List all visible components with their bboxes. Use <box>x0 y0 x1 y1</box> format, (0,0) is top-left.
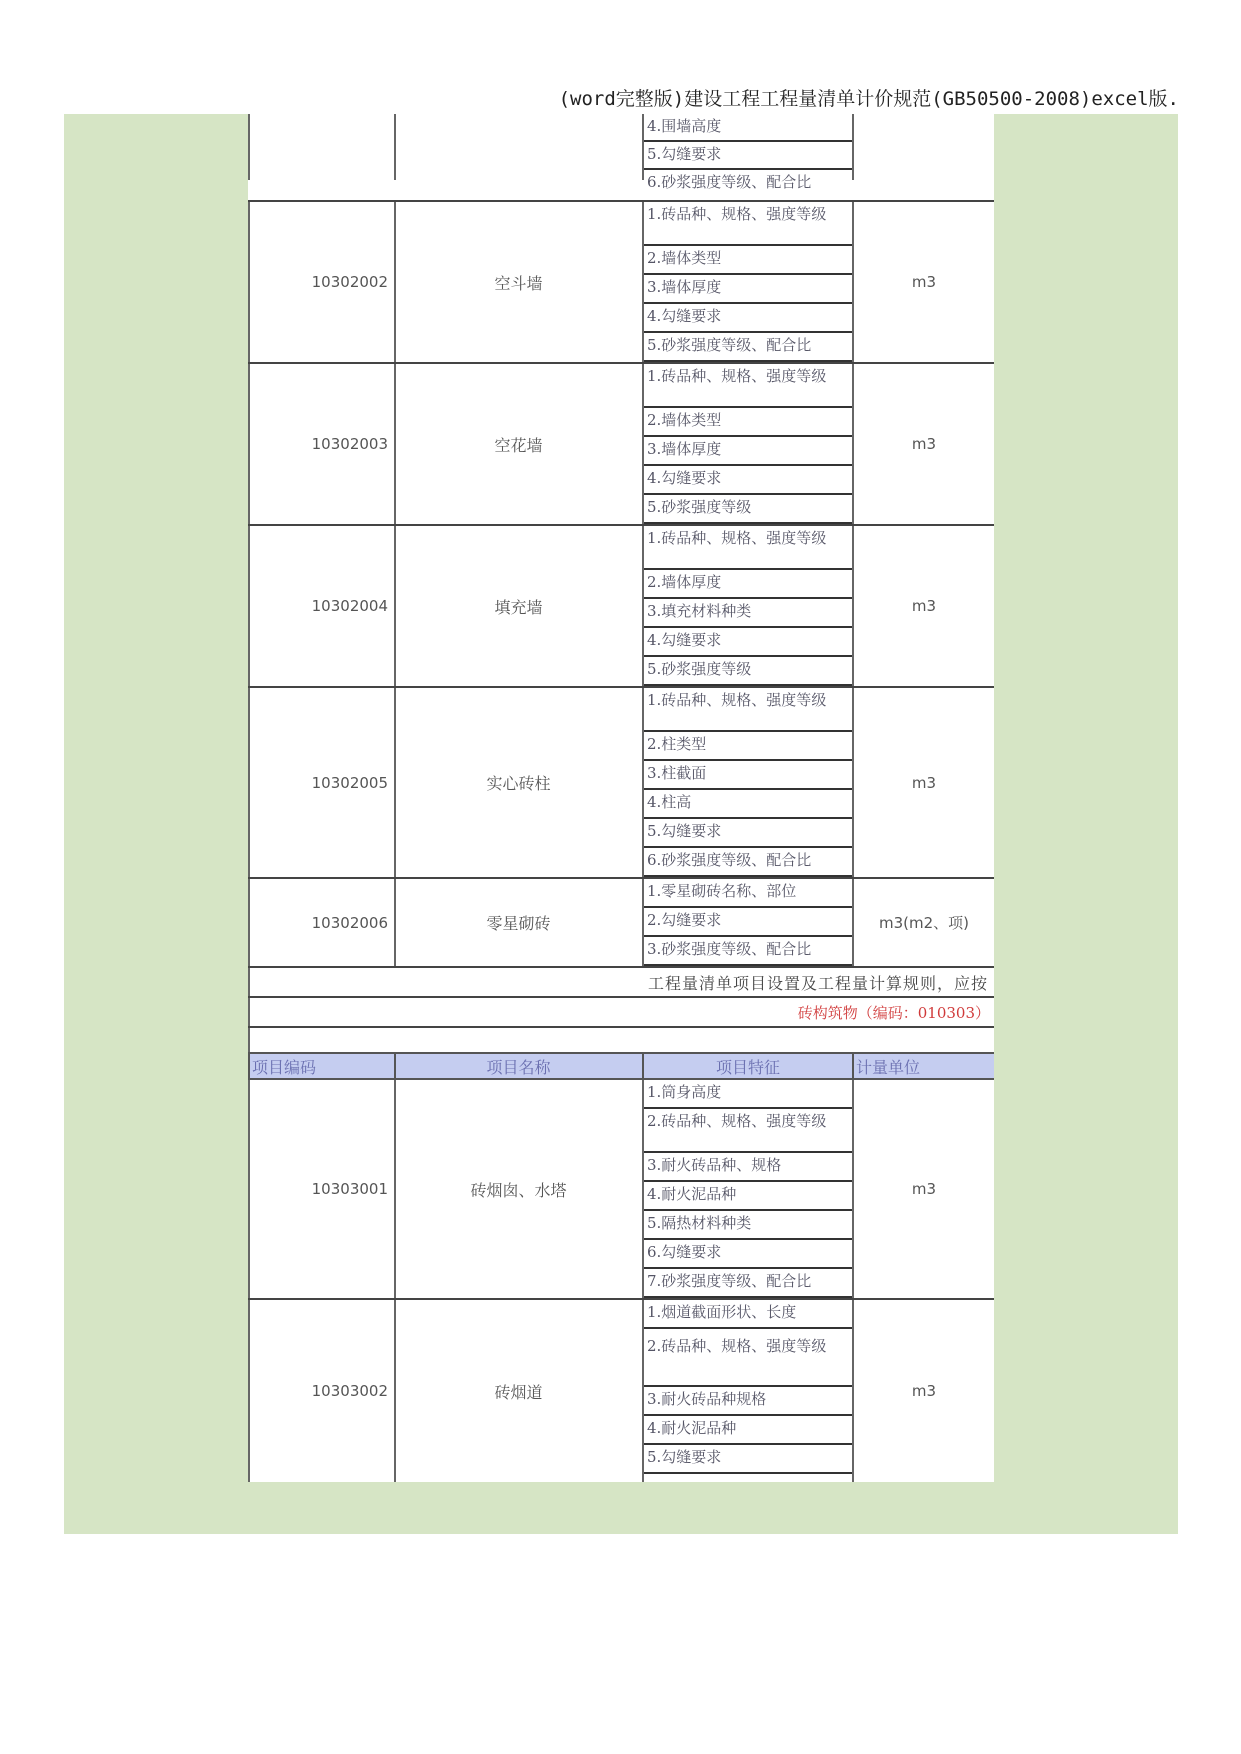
item-unit: m3 <box>911 273 937 291</box>
item-unit: m3 <box>911 1180 937 1198</box>
table-row-continuation <box>248 114 994 191</box>
item-code: 10302005 <box>311 773 388 792</box>
page-header: (word完整版)建设工程工程量清单计价规范(GB50500-2008)excel版. <box>558 88 1179 110</box>
feature-cell: 2.勾缝要求 <box>644 908 852 937</box>
item-unit: m3 <box>911 435 937 453</box>
feature-cell: 2.墙体类型 <box>644 408 852 437</box>
feature-cell: 1.砖品种、规格、强度等级 <box>644 202 852 246</box>
feature-cell: 3.墙体厚度 <box>644 275 852 304</box>
table-row <box>248 688 994 877</box>
feature-cell: 1.烟道截面形状、长度 <box>644 1300 852 1329</box>
feature-cell: 3.柱截面 <box>644 761 852 790</box>
item-unit: m3(m2、项) <box>878 914 969 932</box>
header-code: 项目编码 <box>252 1057 317 1077</box>
table-row <box>248 879 994 966</box>
feature-cell: 5.砂浆强度等级 <box>644 495 852 524</box>
feature-cell: 4.耐火泥品种 <box>644 1416 852 1445</box>
feature-cell: 3.墙体厚度 <box>644 437 852 466</box>
table-header <box>248 1052 994 1080</box>
feature-cell: 2.砖品种、规格、强度等级 <box>644 1329 852 1387</box>
item-unit: m3 <box>911 773 937 792</box>
table-row <box>248 364 994 524</box>
feature-cell: 6.砂浆强度等级、配合比 <box>644 848 852 877</box>
item-name: 实心砖柱 <box>486 774 551 793</box>
item-code: 10302002 <box>311 273 388 291</box>
item-name: 空斗墙 <box>494 273 543 293</box>
feature-cell: 4.勾缝要求 <box>644 466 852 495</box>
feature-cell: 7.砂浆强度等级、配合比 <box>644 1269 852 1298</box>
spreadsheet <box>248 114 994 1482</box>
feature-cell: 1.筒身高度 <box>644 1080 852 1109</box>
table-row <box>248 1080 994 1298</box>
feature-cell: 3.砂浆强度等级、配合比 <box>644 937 852 966</box>
header-unit: 计量单位 <box>856 1057 921 1077</box>
item-code: 10302003 <box>311 435 388 453</box>
feature-cell: 4.柱高 <box>644 790 852 819</box>
feature-cell: 4.围墙高度 <box>644 114 852 142</box>
feature-cell: 5.隔热材料种类 <box>644 1211 852 1240</box>
header-features: 项目特征 <box>715 1057 780 1077</box>
item-code: 10302004 <box>311 597 388 615</box>
table-row <box>248 1300 994 1482</box>
feature-cell: 5.勾缝要求 <box>644 819 852 848</box>
feature-cell: 5.勾缝要求 <box>644 1445 852 1474</box>
feature-cell: 4.勾缝要求 <box>644 628 852 657</box>
feature-cell: 2.柱类型 <box>644 732 852 761</box>
feature-cell: 4.勾缝要求 <box>644 304 852 333</box>
item-name: 填充墙 <box>494 597 543 617</box>
feature-cell: 6.勾缝要求 <box>644 1240 852 1269</box>
item-name: 零星砌砖 <box>486 914 551 933</box>
feature-cell: 2.墙体类型 <box>644 246 852 275</box>
rule-row <box>248 968 994 996</box>
feature-cell: 5.砂浆强度等级、配合比 <box>644 333 852 362</box>
item-unit: m3 <box>911 597 937 615</box>
feature-cell: 3.耐火砖品种、规格 <box>644 1153 852 1182</box>
feature-cell: 2.墙体厚度 <box>644 570 852 599</box>
feature-cell: 3.填充材料种类 <box>644 599 852 628</box>
rule-text: 工程量清单项目设置及工程量计算规则，应按 <box>648 973 989 993</box>
feature-cell: 1.砖品种、规格、强度等级 <box>644 526 852 570</box>
feature-cell: 4.耐火泥品种 <box>644 1182 852 1211</box>
item-code: 10302006 <box>311 913 388 932</box>
table-row <box>248 202 994 362</box>
section-title: 砖构筑物（编码：010303） <box>797 1003 990 1022</box>
feature-cell: 3.耐火砖品种规格 <box>644 1387 852 1416</box>
item-name: 砖烟道 <box>494 1382 543 1402</box>
item-name: 砖烟囱、水塔 <box>470 1180 567 1200</box>
item-name: 空花墙 <box>494 435 543 455</box>
feature-cell: 2.砖品种、规格、强度等级 <box>644 1109 852 1153</box>
table-row <box>248 526 994 686</box>
feature-cell: 1.零星砌砖名称、部位 <box>644 879 852 908</box>
empty-row <box>248 1028 994 1052</box>
feature-cell: 1.砖品种、规格、强度等级 <box>644 364 852 408</box>
feature-cell: 5.砂浆强度等级 <box>644 657 852 686</box>
feature-cell: 6.砂浆强度等级、配合比 <box>647 173 812 191</box>
item-code: 10303001 <box>311 1180 388 1198</box>
feature-cell: 1.砖品种、规格、强度等级 <box>644 688 852 732</box>
feature-cell: 5.勾缝要求 <box>644 142 852 170</box>
section-row <box>248 998 994 1026</box>
header-name: 项目名称 <box>486 1057 551 1077</box>
item-unit: m3 <box>911 1382 937 1400</box>
item-code: 10303002 <box>311 1382 388 1400</box>
